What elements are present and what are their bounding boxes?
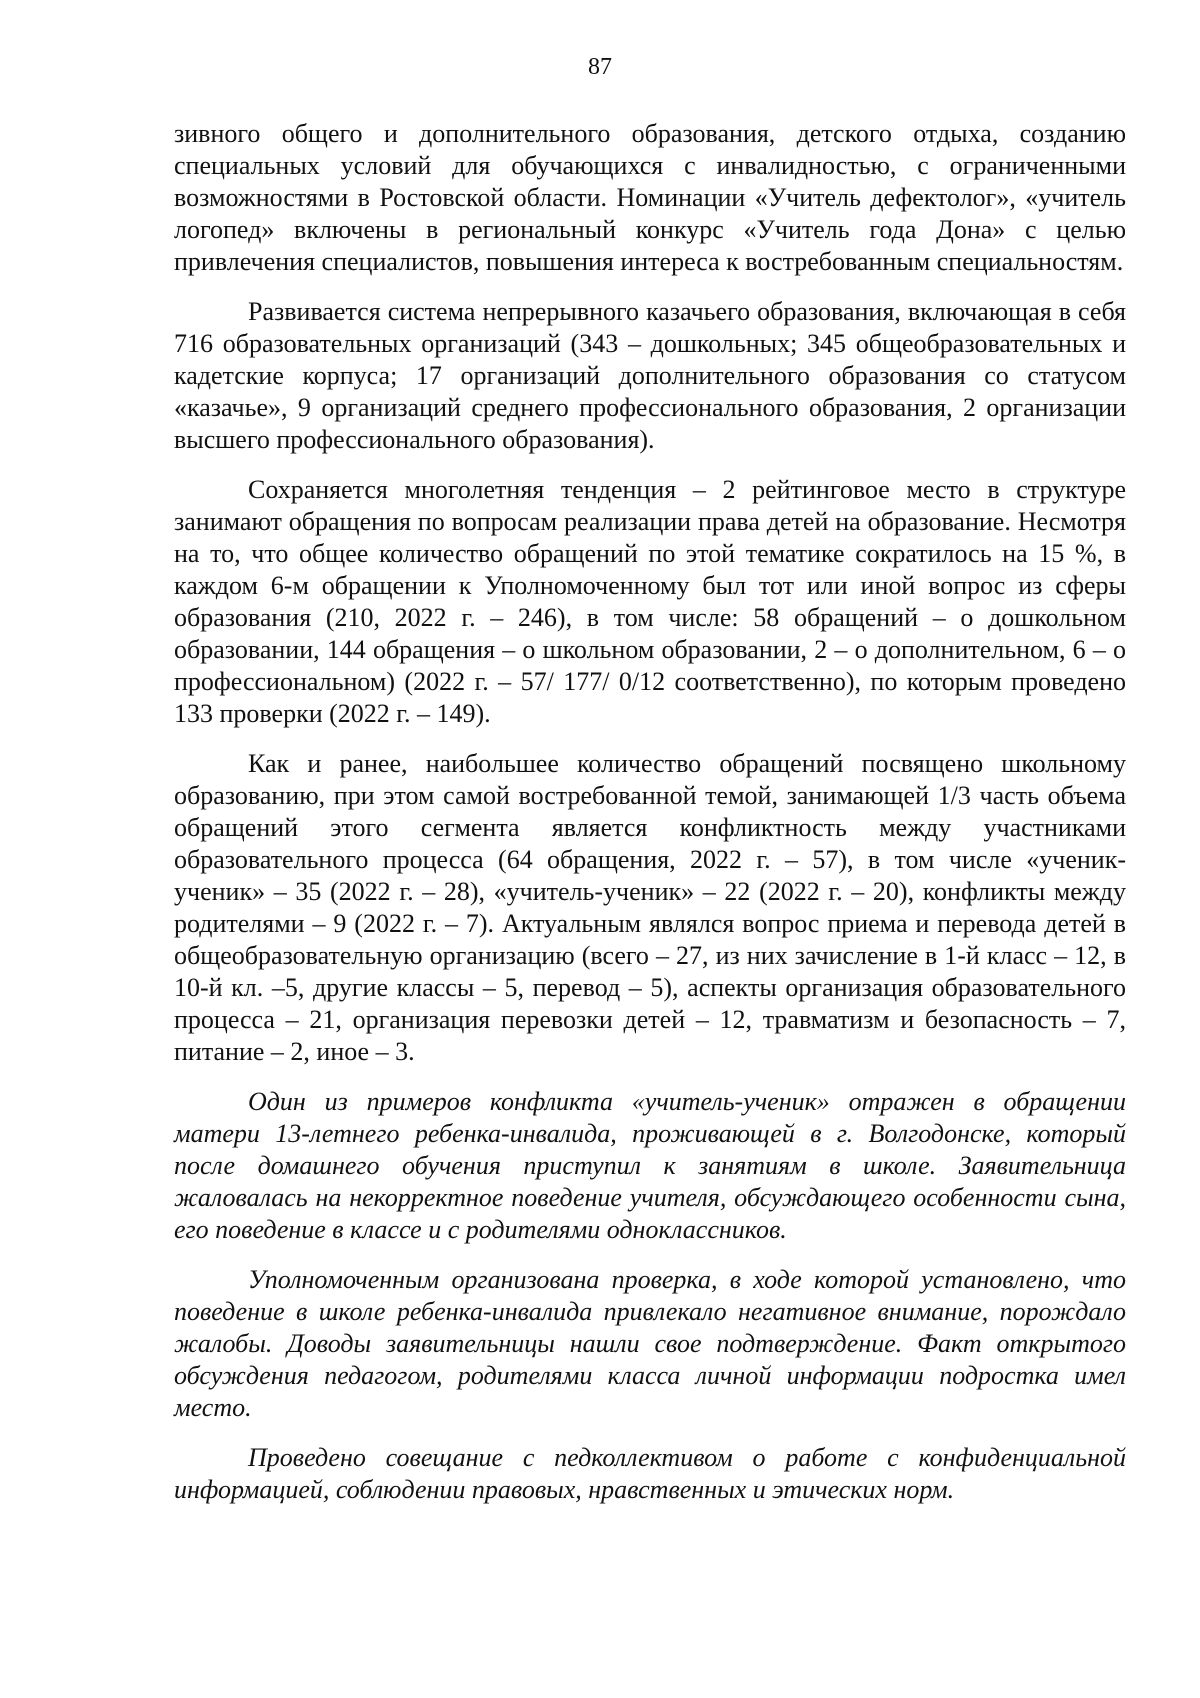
paragraph-school-conflicts: Как и ранее, наибольшее количество обращений посвящено школьному образованию, при этом самой востребованной темой, занимающей 1/3 часть объема обращений этого сегмента является конфликтность между участниками образовательного процесса (64 обращения, 2022 г. – 57), в том числе «ученик-ученик» – 35 (2022 г. – 28), «учитель-ученик» – 22 (2022 г. – 20), конфликты между родителями – 9 (2022 г. – 7). Актуальным являлся вопрос приема и перевода детей в общеобразовательную организацию (всего – 27, из них зачисление в 1-й класс – 12, в 10-й кл. –5, другие классы – 5, перевод – 5), аспекты организация образовательного процесса – 21, организация перевозки детей – 12, травматизм и безопасность – 7, питание – 2, иное – 3. [174, 749, 1126, 1066]
document-body [174, 118, 1126, 1506]
paragraph-case-example: Один из примеров конфликта «учитель-ученик» отражен в обращении матери 13-летнего ребенка-инвалида, проживающей в г. Волгодонске, который после домашнего обучения приступил к занятиям в школе. Заявительница жаловалась на некорректное поведение учителя, обсуждающего особенности сына, его поведение в классе и с родителями одноклассников. [174, 1087, 1126, 1244]
paragraph-case-inspection: Уполномоченным организована проверка, в ходе которой установлено, что поведение в школе ребенка-инвалида привлекало негативное внимание, порождало жалобы. Доводы заявительницы нашли свое подтверждение. Факт открытого обсуждения педагогом, родителями класса личной информации подростка имел место. [174, 1265, 1126, 1422]
paragraph-appeals-statistics: Сохраняется многолетняя тенденция – 2 рейтинговое место в структуре занимают обращения по вопросам реализации права детей на образование. Несмотря на то, что общее количество обращений по этой тематике сократилось на 15 %, в каждом 6-м обращении к Уполномоченному был тот или иной вопрос из сферы образования (210, 2022 г. – 246), в том числе: 58 обращений – о дошкольном образовании, 144 обращения – о школьном образовании, 2 – о дополнительном, 6 – о профессиональном) (2022 г. – 57/ 177/ 0/12 соответственно), по которым проведено 133 проверки (2022 г. – 149). [174, 475, 1126, 728]
paragraph-case-meeting: Проведено совещание с педколлективом о работе с конфиденциальной информацией, соблюдении правовых, нравственных и этических норм. [174, 1443, 1126, 1504]
paragraph-education-conditions: зивного общего и дополнительного образования, детского отдыха, созданию специальных условий для обучающихся с инвалидностью, с ограниченными возможностями в Ростовской области. Номинации «Учитель дефектолог», «учитель логопед» включены в региональный конкурс «Учитель года Дона» с целью привлечения специалистов, повышения интереса к востребованным специальностям. [174, 119, 1126, 276]
page-number: 87 [588, 54, 612, 80]
paragraph-cossack-education: Развивается система непрерывного казачьего образования, включающая в себя 716 образовательных организаций (343 – дошкольных; 345 общеобразовательных и кадетские корпуса; 17 организаций дополнительного образования со статусом «казачье», 9 организаций среднего профессионального образования, 2 организации высшего профессионального образования). [174, 297, 1126, 454]
